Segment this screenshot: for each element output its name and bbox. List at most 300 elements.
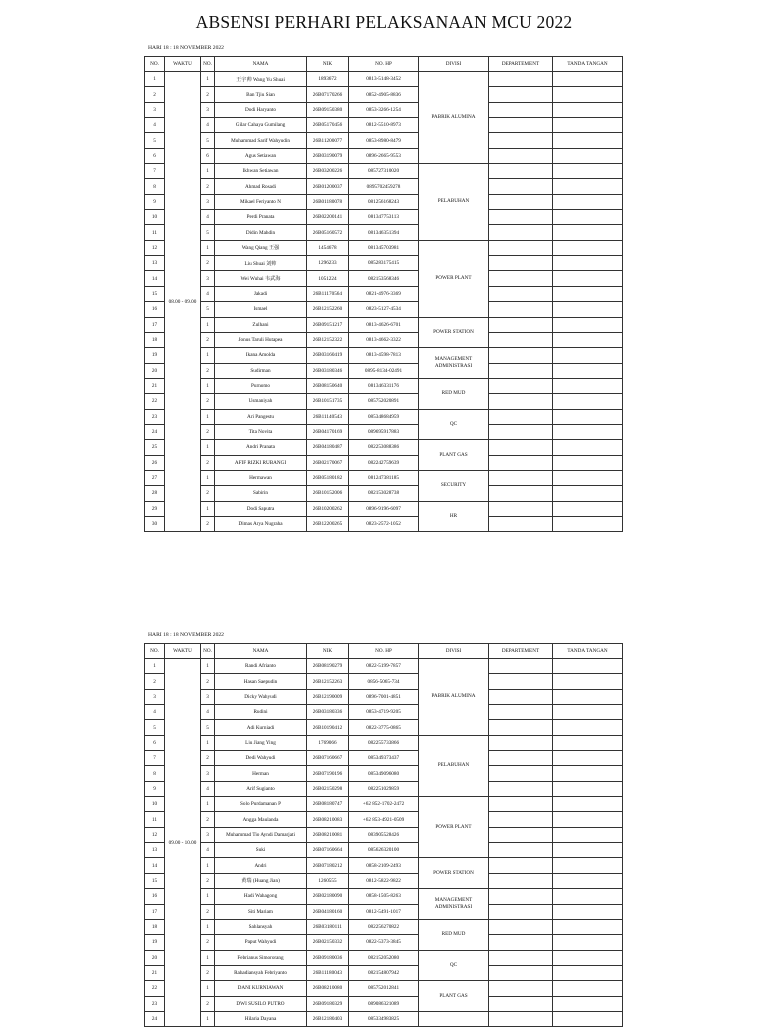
signature-cell[interactable] [553, 302, 623, 317]
group-number: 1 [201, 240, 215, 255]
header-no-hp: NO. HP [349, 57, 419, 72]
group-number: 1 [201, 378, 215, 393]
divisi-cell: POWER STATION [419, 858, 489, 889]
signature-cell[interactable] [553, 470, 623, 485]
signature-cell[interactable] [553, 659, 623, 674]
nama-cell: Febrianus Simororang [215, 950, 307, 965]
signature-cell[interactable] [553, 501, 623, 516]
no-hp-cell: 0822-5373-3845 [349, 935, 419, 950]
group-number: 2 [201, 87, 215, 102]
row-number: 22 [145, 394, 165, 409]
no-hp-cell: 0895702459278 [349, 179, 419, 194]
document-title: ABSENSI PERHARI PELAKSANAAN MCU 2022 [195, 12, 573, 32]
group-number: 1 [201, 72, 215, 87]
nik-cell: 26B12152263 [307, 674, 349, 689]
divisi-cell: PABRIK ALUMINA [419, 72, 489, 164]
table-row [145, 781, 623, 796]
group-number: 2 [201, 424, 215, 439]
signature-cell[interactable] [553, 164, 623, 179]
row-number: 12 [145, 240, 165, 255]
nama-cell: Ikhwan Setiawan [215, 164, 307, 179]
row-number: 21 [145, 378, 165, 393]
no-hp-cell: 0895-8134-02491 [349, 363, 419, 378]
signature-cell[interactable] [553, 827, 623, 842]
row-number: 15 [145, 873, 165, 888]
no-hp-cell: 085283175415 [349, 256, 419, 271]
nama-cell: Liu Jiang Ying [215, 735, 307, 750]
table-body [145, 659, 623, 1027]
nik-cell: 26B11180043 [307, 965, 349, 980]
table-row [145, 87, 623, 102]
signature-cell[interactable] [553, 455, 623, 470]
divisi-cell: MANAGEMENT ADMINISTRASI [419, 348, 489, 379]
nik-cell: 1051224 [307, 271, 349, 286]
signature-cell[interactable] [553, 348, 623, 363]
row-number: 4 [145, 118, 165, 133]
departement-cell [489, 843, 553, 858]
signature-cell[interactable] [553, 965, 623, 980]
row-number: 23 [145, 409, 165, 424]
group-number: 4 [201, 705, 215, 720]
table-row [145, 486, 623, 501]
signature-cell[interactable] [553, 751, 623, 766]
header-nama: NAMA [215, 57, 307, 72]
group-number: 6 [201, 148, 215, 163]
group-number: 2 [201, 935, 215, 950]
nik-cell: 26B09150380 [307, 102, 349, 117]
group-number: 1 [201, 858, 215, 873]
divisi-cell: POWER PLANT [419, 240, 489, 317]
row-number: 24 [145, 424, 165, 439]
departement-cell [489, 378, 553, 393]
divisi-cell: PABRIK ALUMINA [419, 659, 489, 736]
row-number: 16 [145, 302, 165, 317]
signature-cell[interactable] [553, 210, 623, 225]
nik-cell: 26B10151735 [307, 394, 349, 409]
signature-cell[interactable] [553, 873, 623, 888]
group-number: 2 [201, 873, 215, 888]
departement-cell [489, 674, 553, 689]
table-row [145, 858, 623, 873]
signature-cell[interactable] [553, 705, 623, 720]
departement-cell [489, 689, 553, 704]
nama-cell: Rudini [215, 705, 307, 720]
group-number: 1 [201, 409, 215, 424]
nik-cell: 1769066 [307, 735, 349, 750]
signature-cell[interactable] [553, 689, 623, 704]
signature-cell[interactable] [553, 996, 623, 1011]
row-number: 26 [145, 455, 165, 470]
divisi-cell: PELABUHAN [419, 164, 489, 241]
no-hp-cell: 0813-4662-3322 [349, 332, 419, 347]
departement-cell [489, 873, 553, 888]
signature-cell[interactable] [553, 516, 623, 531]
no-hp-cell: 085348684959 [349, 409, 419, 424]
nama-cell: Wei Wuhai 韦武海 [215, 271, 307, 286]
header-no: NO. [145, 644, 165, 659]
nik-cell: 26B02150298 [307, 781, 349, 796]
attendance-table-session-1 [144, 56, 623, 532]
table-row [145, 332, 623, 347]
nama-cell: Adi Kurniadi [215, 720, 307, 735]
table-row [145, 516, 623, 531]
nama-cell: Paput Wahyudi [215, 935, 307, 950]
row-number: 27 [145, 470, 165, 485]
table-body [145, 72, 623, 532]
nik-cell: 26B03180336 [307, 705, 349, 720]
nama-cell: Muhammad Tio Ayndi Damarjati [215, 827, 307, 842]
table-row [145, 225, 623, 240]
departement-cell [489, 1011, 553, 1026]
no-hp-cell: 085626320100 [349, 843, 419, 858]
no-hp-cell: 0858-1505-8263 [349, 889, 419, 904]
no-hp-cell: 081247381185 [349, 470, 419, 485]
signature-cell[interactable] [553, 317, 623, 332]
departement-cell [489, 225, 553, 240]
signature-cell[interactable] [553, 332, 623, 347]
row-number: 17 [145, 904, 165, 919]
group-number: 2 [201, 751, 215, 766]
signature-cell[interactable] [553, 363, 623, 378]
signature-cell[interactable] [553, 424, 623, 439]
signature-cell[interactable] [553, 720, 623, 735]
nik-cell: 26B04180487 [307, 440, 349, 455]
table-row [145, 674, 623, 689]
table-header-row [145, 644, 623, 659]
departement-cell [489, 470, 553, 485]
no-hp-cell: 082153028738 [349, 486, 419, 501]
nik-cell: 26B05160572 [307, 225, 349, 240]
group-number: 1 [201, 981, 215, 996]
divisi-cell: RED MUD [419, 919, 489, 950]
row-number: 23 [145, 996, 165, 1011]
departement-cell [489, 210, 553, 225]
nik-cell: 1893672 [307, 72, 349, 87]
divisi-cell: POWER PLANT [419, 797, 489, 858]
no-hp-cell: 0822-5199-7857 [349, 659, 419, 674]
row-number: 3 [145, 689, 165, 704]
no-hp-cell: 0813-4598-7813 [349, 348, 419, 363]
attendance-table-session-2 [144, 643, 623, 1027]
group-number: 1 [201, 919, 215, 934]
departement-cell [489, 424, 553, 439]
nik-cell: 26B07160664 [307, 843, 349, 858]
nik-cell: 26B10152006 [307, 486, 349, 501]
table-header-row [145, 57, 623, 72]
signature-cell[interactable] [553, 904, 623, 919]
no-hp-cell: 082255733866 [349, 735, 419, 750]
nik-cell: 26B02200141 [307, 210, 349, 225]
nama-cell: Didin Mahdin [215, 225, 307, 240]
nama-cell: Sahlansyah [215, 919, 307, 934]
no-hp-cell: 085349373437 [349, 751, 419, 766]
row-number: 29 [145, 501, 165, 516]
signature-cell[interactable] [553, 735, 623, 750]
signature-cell[interactable] [553, 935, 623, 950]
signature-cell[interactable] [553, 286, 623, 301]
table-row [145, 981, 623, 996]
group-number: 1 [201, 889, 215, 904]
nik-cell: 26B12200265 [307, 516, 349, 531]
nama-cell: Ban Tjiu Sian [215, 87, 307, 102]
row-number: 1 [145, 72, 165, 87]
table-row [145, 797, 623, 812]
header-no-sub: NO. [201, 644, 215, 659]
nama-cell: Dodi Haryanto [215, 102, 307, 117]
departement-cell [489, 271, 553, 286]
divisi-cell: RED MUD [419, 378, 489, 409]
departement-cell [489, 87, 553, 102]
table-row [145, 210, 623, 225]
nama-cell: Jakadi [215, 286, 307, 301]
signature-cell[interactable] [553, 981, 623, 996]
signature-cell[interactable] [553, 394, 623, 409]
nama-cell: Ikana Amolda [215, 348, 307, 363]
departement-cell [489, 363, 553, 378]
nama-cell: Hadi Wahagong [215, 889, 307, 904]
group-number: 1 [201, 797, 215, 812]
signature-cell[interactable] [553, 240, 623, 255]
row-number: 14 [145, 271, 165, 286]
divisi-cell: PLANT GAS [419, 440, 489, 471]
nik-cell: 1454678 [307, 240, 349, 255]
departement-cell [489, 148, 553, 163]
nama-cell: Jonus Taruli Hutapea [215, 332, 307, 347]
group-number: 1 [201, 470, 215, 485]
departement-cell [489, 751, 553, 766]
no-hp-cell: 082153568346 [349, 271, 419, 286]
nama-cell: Mikael Feriyanto N [215, 194, 307, 209]
group-number: 2 [201, 394, 215, 409]
row-number: 19 [145, 348, 165, 363]
signature-cell[interactable] [553, 440, 623, 455]
no-hp-cell: 081345703981 [349, 240, 419, 255]
table-row [145, 286, 623, 301]
header-divisi: DIVISI [419, 644, 489, 659]
no-hp-cell: 082251029859 [349, 781, 419, 796]
signature-cell[interactable] [553, 486, 623, 501]
departement-cell [489, 133, 553, 148]
table-row [145, 735, 623, 750]
signature-cell[interactable] [553, 256, 623, 271]
group-number: 1 [201, 501, 215, 516]
departement-cell [489, 827, 553, 842]
row-number: 2 [145, 87, 165, 102]
signature-cell[interactable] [553, 378, 623, 393]
signature-cell[interactable] [553, 133, 623, 148]
no-hp-cell: 0853-8980-8479 [349, 133, 419, 148]
departement-cell [489, 286, 553, 301]
session-1-date: HARI 18 : 18 NOVEMBER 2022 [148, 45, 224, 51]
group-number: 5 [201, 720, 215, 735]
group-number: 2 [201, 455, 215, 470]
nik-cell: 26B03190079 [307, 148, 349, 163]
nik-cell: 26B05170456 [307, 118, 349, 133]
departement-cell [489, 735, 553, 750]
no-hp-cell: 082242759639 [349, 455, 419, 470]
no-hp-cell: 085752012841 [349, 981, 419, 996]
no-hp-cell: 082152052080 [349, 950, 419, 965]
no-hp-cell: 089086321089 [349, 996, 419, 1011]
table-row [145, 271, 623, 286]
signature-cell[interactable] [553, 118, 623, 133]
table-row [145, 256, 623, 271]
nik-cell: 26B03200226 [307, 164, 349, 179]
nama-cell: Usmaniyah [215, 394, 307, 409]
session-2-date: HARI 18 : 18 NOVEMBER 2022 [148, 632, 224, 638]
nama-cell: Wang Qiang 王强 [215, 240, 307, 255]
nama-cell: Randi Afrianto [215, 659, 307, 674]
table-row [145, 440, 623, 455]
header-waktu: WAKTU [165, 57, 201, 72]
table-row [145, 996, 623, 1011]
group-number: 4 [201, 286, 215, 301]
table-row [145, 751, 623, 766]
table-row [145, 194, 623, 209]
row-number: 2 [145, 674, 165, 689]
no-hp-cell: 0896-2665-9553 [349, 148, 419, 163]
row-number: 12 [145, 827, 165, 842]
departement-cell [489, 179, 553, 194]
group-number: 1 [201, 950, 215, 965]
nik-cell: 26B12190009 [307, 689, 349, 704]
divisi-cell: SECURITY [419, 470, 489, 501]
nik-cell: 26B12180403 [307, 1011, 349, 1026]
signature-cell[interactable] [553, 797, 623, 812]
nama-cell: Rahadiansyah Febriyanto [215, 965, 307, 980]
signature-cell[interactable] [553, 87, 623, 102]
no-hp-cell: 085334983825 [349, 1011, 419, 1026]
signature-cell[interactable] [553, 766, 623, 781]
nama-cell: Gilar Cahaya Gumilang [215, 118, 307, 133]
table-row [145, 302, 623, 317]
row-number: 4 [145, 705, 165, 720]
row-number: 16 [145, 889, 165, 904]
signature-cell[interactable] [553, 194, 623, 209]
signature-cell[interactable] [553, 179, 623, 194]
group-number: 2 [201, 674, 215, 689]
no-hp-cell: +62 852-1702-2472 [349, 797, 419, 812]
departement-cell [489, 455, 553, 470]
signature-cell[interactable] [553, 72, 623, 87]
departement-cell [489, 102, 553, 117]
group-number: 4 [201, 843, 215, 858]
row-number: 5 [145, 720, 165, 735]
table-row [145, 240, 623, 255]
signature-cell[interactable] [553, 889, 623, 904]
nik-cell: 26B08190279 [307, 659, 349, 674]
table-row [145, 843, 623, 858]
group-number: 2 [201, 812, 215, 827]
nama-cell: Ari Pangestu [215, 409, 307, 424]
no-hp-cell: 0812-5491-1017 [349, 904, 419, 919]
row-number: 1 [145, 659, 165, 674]
no-hp-cell: 083905528426 [349, 827, 419, 842]
nama-cell: Sudirman [215, 363, 307, 378]
nama-cell: Dedi Wahyudi [215, 751, 307, 766]
nik-cell: 26B07160667 [307, 751, 349, 766]
no-hp-cell: 082256270822 [349, 919, 419, 934]
nama-cell: Solo Purdamanan P [215, 797, 307, 812]
nik-cell: 26B01200037 [307, 179, 349, 194]
nik-cell: 26B03180346 [307, 363, 349, 378]
departement-cell [489, 164, 553, 179]
no-hp-cell: 0896-7001-4851 [349, 689, 419, 704]
row-number: 9 [145, 194, 165, 209]
signature-cell[interactable] [553, 271, 623, 286]
divisi-cell: HR [419, 501, 489, 532]
nama-cell: 王宇帅 Wang Yu Shuai [215, 72, 307, 87]
nama-cell: Hilaria Dayana [215, 1011, 307, 1026]
group-number: 2 [201, 486, 215, 501]
nik-cell: 26B08210081 [307, 827, 349, 842]
row-number: 8 [145, 179, 165, 194]
row-number: 25 [145, 440, 165, 455]
no-hp-cell: 081256168243 [349, 194, 419, 209]
nik-cell: 26B08210080 [307, 981, 349, 996]
departement-cell [489, 950, 553, 965]
departement-cell [489, 904, 553, 919]
nik-cell: 26B07180212 [307, 858, 349, 873]
departement-cell [489, 797, 553, 812]
nik-cell: 26B12152260 [307, 302, 349, 317]
departement-cell [489, 516, 553, 531]
header-departement: DEPARTEMENT [489, 57, 553, 72]
row-number: 3 [145, 102, 165, 117]
departement-cell [489, 118, 553, 133]
signature-cell[interactable] [553, 843, 623, 858]
nik-cell: 26B04180160 [307, 904, 349, 919]
group-number: 2 [201, 965, 215, 980]
no-hp-cell: 0822-3775-0865 [349, 720, 419, 735]
departement-cell [489, 919, 553, 934]
signature-cell[interactable] [553, 812, 623, 827]
signature-cell[interactable] [553, 102, 623, 117]
signature-cell[interactable] [553, 781, 623, 796]
nama-cell: Hermawan [215, 470, 307, 485]
group-number: 1 [201, 317, 215, 332]
signature-cell[interactable] [553, 674, 623, 689]
no-hp-cell: 0813-4626-6701 [349, 317, 419, 332]
signature-cell[interactable] [553, 148, 623, 163]
row-number: 10 [145, 210, 165, 225]
departement-cell [489, 889, 553, 904]
divisi-cell: PLANT GAS [419, 981, 489, 1012]
nama-cell: Dicky Wahyudi [215, 689, 307, 704]
row-number: 28 [145, 486, 165, 501]
row-number: 22 [145, 981, 165, 996]
nik-cell: 26B03160419 [307, 348, 349, 363]
signature-cell[interactable] [553, 950, 623, 965]
nik-cell: 26B01180078 [307, 194, 349, 209]
signature-cell[interactable] [553, 858, 623, 873]
group-number: 5 [201, 302, 215, 317]
header-tanda-tangan: TANDA TANGAN [553, 57, 623, 72]
row-number: 8 [145, 766, 165, 781]
header-waktu: WAKTU [165, 644, 201, 659]
signature-cell[interactable] [553, 919, 623, 934]
nama-cell: Ismael [215, 302, 307, 317]
row-number: 6 [145, 735, 165, 750]
group-number: 1 [201, 348, 215, 363]
nik-cell: 26B09151217 [307, 317, 349, 332]
signature-cell[interactable] [553, 1011, 623, 1026]
table-row [145, 470, 623, 485]
nik-cell: 26B11170564 [307, 286, 349, 301]
no-hp-cell: 0896-9196-6097 [349, 501, 419, 516]
signature-cell[interactable] [553, 409, 623, 424]
signature-cell[interactable] [553, 225, 623, 240]
